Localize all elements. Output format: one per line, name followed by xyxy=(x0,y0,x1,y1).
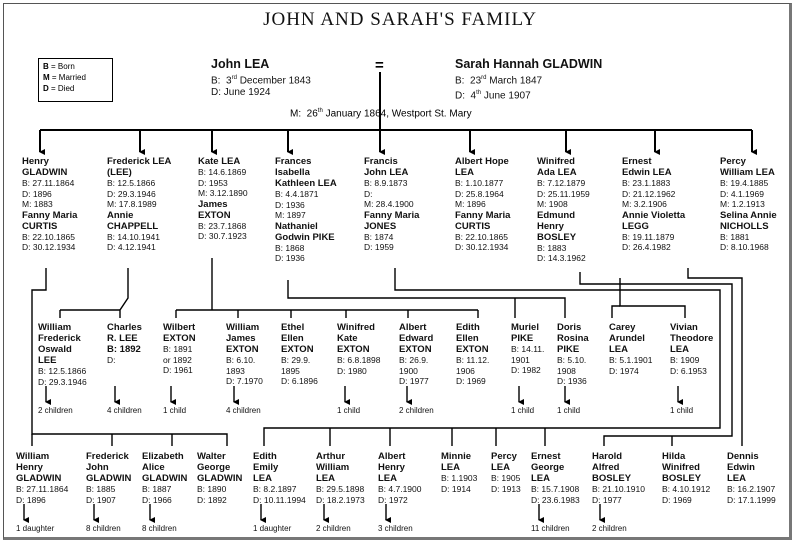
person-name-line: LEA xyxy=(316,473,335,484)
descendant-count: 1 child xyxy=(511,406,535,415)
person-name-line: Frederick LEA xyxy=(107,156,172,167)
descendant-count: 2 children xyxy=(316,524,351,533)
person-name-line: Harold xyxy=(592,451,623,462)
person-name-line: GLADWIN xyxy=(142,473,188,484)
grandchild-card xyxy=(38,322,87,387)
person-detail-line: D: 8.10.1968 xyxy=(720,242,769,253)
person-name-line: Frederick xyxy=(86,451,129,462)
person-detail-line: M: 3.12.1890 xyxy=(198,188,248,199)
person-name-line: Ellen xyxy=(456,333,479,344)
person-name-line: NICHOLLS xyxy=(720,220,769,232)
person-detail-line: B: 1887 xyxy=(142,484,172,494)
person-detail-line: D: 1969 xyxy=(456,376,486,387)
person-detail-line: D: 30.7.1923 xyxy=(198,231,247,242)
person-detail-line: B: 14.6.1869 xyxy=(198,167,247,177)
child-card xyxy=(537,156,590,264)
grandchild-card xyxy=(399,322,433,387)
person-name-line: Elizabeth xyxy=(142,451,184,462)
person-name-line: Muriel xyxy=(511,322,539,333)
grandchild-card xyxy=(337,322,380,376)
person-name-line: Arthur xyxy=(316,451,346,462)
person-detail-line: D: 25.11.1959 xyxy=(537,188,590,199)
person-name-line: CURTIS xyxy=(455,220,491,232)
person-name-line: Francis xyxy=(364,156,398,167)
person-name-line: BOSLEY xyxy=(537,231,577,243)
person-detail-line: B: 23.1.1883 xyxy=(622,178,671,188)
person-detail-line: B: 6.8.1898 xyxy=(337,355,381,365)
person-name-line: Henry xyxy=(537,220,564,232)
person-detail-line: D: 1982 xyxy=(511,365,541,376)
person-name-line: PIKE xyxy=(557,344,580,355)
person-name-line: John LEA xyxy=(364,167,409,178)
page-title: JOHN AND SARAH'S FAMILY xyxy=(263,9,537,30)
grandchild-card xyxy=(16,451,68,505)
person-name-line: Edwin LEA xyxy=(622,167,672,178)
person-detail-line: D: 30.12.1934 xyxy=(22,242,76,253)
person-detail-line: B: 29.9. xyxy=(281,355,311,365)
person-name-line: Percy xyxy=(491,451,517,462)
person-detail-line: 1901 xyxy=(511,354,530,365)
person-name-line: Henry xyxy=(378,462,405,473)
person-name-line: GLADWIN xyxy=(86,473,132,484)
grandchild-card xyxy=(557,322,589,387)
person-name-line: Edward xyxy=(399,333,434,344)
person-name-line: Isabella xyxy=(275,167,310,178)
person-detail-line: M: 1883 xyxy=(22,199,53,210)
grandchild-card xyxy=(378,451,421,505)
grandchild-card xyxy=(531,451,580,505)
person-detail-line: D: 1969 xyxy=(662,494,692,505)
person-detail-line: D: 1936 xyxy=(275,199,305,210)
person-detail-line: D: 17.1.1999 xyxy=(727,494,776,505)
person-name-line: LEA xyxy=(253,473,272,484)
person-name-line: LEA xyxy=(378,473,397,484)
person-name-line: Annie Violetta xyxy=(622,209,686,221)
person-name-line: LEA xyxy=(670,344,689,355)
descendant-count: 8 children xyxy=(142,524,177,533)
descendant-count: 11 children xyxy=(531,524,570,533)
grandchild-card xyxy=(253,451,306,505)
person-name-line: Arundel xyxy=(609,333,645,344)
person-detail-line: D: 1896 xyxy=(22,188,52,199)
person-detail-line: B: 1881 xyxy=(720,231,750,242)
person-detail-line: B: 12.5.1866 xyxy=(107,178,156,188)
person-name-line: LEA xyxy=(455,167,474,178)
descendant-count: 2 children xyxy=(592,524,627,533)
person-detail-line: M: 1897 xyxy=(275,210,306,221)
grandchild-card xyxy=(727,451,776,505)
person-name-line: LEA xyxy=(531,473,550,484)
person-name-line: Dennis xyxy=(727,451,759,462)
person-detail-line: D: 1977 xyxy=(399,376,429,387)
person-detail-line: B: 12.5.1866 xyxy=(38,366,87,376)
person-detail-line: B: 8.2.1897 xyxy=(253,484,297,494)
person-detail-line: M: 3.2.1906 xyxy=(622,199,667,210)
person-name-line: Henry xyxy=(22,156,49,167)
person-detail-line: D: 1907 xyxy=(86,494,116,505)
person-detail-line: 1908 xyxy=(557,365,576,376)
person-detail-line: B: 1874 xyxy=(364,231,394,242)
descendant-count: 2 children xyxy=(399,406,434,415)
person-name-line: JONES xyxy=(364,220,397,232)
grandchild-card xyxy=(511,322,544,376)
person-detail-line: B: 23.7.1868 xyxy=(198,220,247,231)
person-name-line: BOSLEY xyxy=(662,473,702,484)
person-name-line: EXTON xyxy=(198,209,231,221)
person-name-line: Edith xyxy=(456,322,480,333)
grandchild-card xyxy=(609,322,652,376)
descendant-count: 4 children xyxy=(107,406,142,415)
person-detail-line: B: 14.11. xyxy=(511,344,545,354)
person-detail-line: B: 27.11.1864 xyxy=(22,178,75,188)
person-name-line: James xyxy=(198,198,228,210)
person-name-line: LEA xyxy=(727,473,746,484)
person-name-line: LEE xyxy=(38,355,57,366)
person-name-line: Fanny Maria xyxy=(364,209,420,221)
child-card xyxy=(455,156,510,253)
person-detail-line: D: 26.4.1982 xyxy=(622,242,671,253)
person-name-line: Kate LEA xyxy=(198,156,241,167)
person-name-line: EXTON xyxy=(226,344,259,355)
person-detail-line: D: 1977 xyxy=(592,494,622,505)
descendant-count: 1 daughter xyxy=(253,524,292,533)
person-name-line: Doris xyxy=(557,322,582,333)
person-detail-line: or 1892 xyxy=(163,354,192,365)
parent-name: Sarah Hannah GLADWIN xyxy=(455,57,603,71)
person-name-line: LEA xyxy=(491,462,510,473)
person-name-line: Henry xyxy=(16,462,43,473)
child-card xyxy=(364,156,419,253)
person-detail-line: D: 1980 xyxy=(337,365,367,376)
descendant-count: 1 child xyxy=(557,406,581,415)
person-detail-line: D: 6.1896 xyxy=(281,376,318,387)
person-name-line: R. LEE xyxy=(107,333,138,344)
person-name-line: William LEA xyxy=(720,167,775,178)
person-name-line: William xyxy=(316,462,350,473)
parent-born: B: 23rd March 1847 xyxy=(455,75,543,87)
legend-died: D = Died xyxy=(43,84,75,93)
person-name-line: GLADWIN xyxy=(197,473,243,484)
person-detail-line: M: 17.8.1989 xyxy=(107,199,157,210)
person-name-line: Fanny Maria xyxy=(455,209,511,221)
person-name-line: Ernest xyxy=(622,156,652,167)
person-name-line: CHAPPELL xyxy=(107,220,159,232)
person-name-line: Albert xyxy=(378,451,406,462)
grandchild-card xyxy=(662,451,710,505)
person-name-line: PIKE xyxy=(511,333,534,344)
person-name-line: George xyxy=(197,462,231,473)
person-detail-line: 1900 xyxy=(399,365,418,376)
person-detail-line: D: 1961 xyxy=(163,365,193,376)
person-name-line: GLADWIN xyxy=(16,473,62,484)
grandchild-card xyxy=(491,451,521,494)
grandchild-card xyxy=(163,322,196,376)
descendant-count: 1 child xyxy=(163,406,187,415)
person-detail-line: D: 6.1953 xyxy=(670,365,707,376)
person-name-line: Albert xyxy=(399,322,427,333)
person-detail-line: B: 1885 xyxy=(86,484,116,494)
person-name-line: Walter xyxy=(197,451,226,462)
person-detail-line: B: 21.10.1910 xyxy=(592,484,645,494)
person-detail-line: D: 21.12.1962 xyxy=(622,188,676,199)
person-name-line: William xyxy=(16,451,50,462)
child-card xyxy=(622,156,685,253)
descendant-count: 1 daughter xyxy=(16,524,55,533)
grandchild-card xyxy=(142,451,187,505)
person-detail-line: 1906 xyxy=(456,365,475,376)
person-name-line: Edith xyxy=(253,451,277,462)
person-name-line: Edwin xyxy=(727,462,755,473)
person-detail-line: D: 1892 xyxy=(197,494,227,505)
person-name-line: CURTIS xyxy=(22,220,58,232)
person-name-line: EXTON xyxy=(399,344,432,355)
person-name-line: Ellen xyxy=(281,333,304,344)
person-detail-line: B: 4.10.1912 xyxy=(662,484,711,494)
child-card xyxy=(22,156,77,253)
person-name-line: Winifred xyxy=(537,156,575,167)
person-name-line: Ada LEA xyxy=(537,167,577,178)
person-name-line: Frederick xyxy=(38,333,81,344)
person-name-line: William xyxy=(38,322,72,333)
person-name-line: Ernest xyxy=(531,451,561,462)
person-detail-line: B: 1.1903 xyxy=(441,473,478,483)
child-card xyxy=(107,156,171,253)
grandchild-card xyxy=(197,451,242,505)
person-name-line: Minnie xyxy=(441,451,472,462)
person-detail-line: B: 26.9. xyxy=(399,355,429,365)
grandchild-card xyxy=(316,451,365,505)
marriage-equals-sign: = xyxy=(375,57,384,74)
person-detail-line: B: 1905 xyxy=(491,473,521,483)
person-name-line: John xyxy=(86,462,109,473)
descendant-count: 4 children xyxy=(226,406,261,415)
person-name-line: EXTON xyxy=(456,344,489,355)
descendant-count: 1 child xyxy=(337,406,361,415)
person-detail-line: D: 7.1970 xyxy=(226,376,263,387)
person-detail-line: B: 5.10. xyxy=(557,355,587,365)
person-name-line: Frances xyxy=(275,156,312,167)
descendant-count: 8 children xyxy=(86,524,121,533)
person-detail-line: B: 1.10.1877 xyxy=(455,178,504,188)
parent-died: D: June 1924 xyxy=(211,87,271,99)
person-detail-line: B: 1868 xyxy=(275,242,305,253)
person-name-line: EXTON xyxy=(281,344,314,355)
child-card xyxy=(198,156,248,242)
person-name-line: Charles xyxy=(107,322,142,333)
parent-died: D: 4th June 1907 xyxy=(455,90,531,102)
person-detail-line: D: 1914 xyxy=(441,483,471,494)
person-name-line: LEGG xyxy=(622,220,649,232)
marriage-record: M: 26th January 1864, Westport St. Mary xyxy=(290,108,472,120)
person-detail-line: B: 4.7.1900 xyxy=(378,484,422,494)
person-detail-line: D: 1953 xyxy=(198,177,228,188)
person-name-line: Oswald xyxy=(38,344,72,355)
person-detail-line: B: 5.1.1901 xyxy=(609,355,653,365)
person-name-line: Nathaniel xyxy=(275,220,318,232)
person-detail-line: B: 14.10.1941 xyxy=(107,231,160,242)
person-name-line: Alice xyxy=(142,462,165,473)
person-detail-line: D: 1936 xyxy=(275,253,305,264)
person-name-line: GLADWIN xyxy=(22,167,68,178)
person-detail-line: M: 1.2.1913 xyxy=(720,199,765,210)
descendant-count: 3 children xyxy=(378,524,413,533)
person-name-line: William xyxy=(226,322,260,333)
grandchild-card xyxy=(281,322,318,387)
person-name-line: Alfred xyxy=(592,462,620,473)
person-detail-line: B: 27.11.1864 xyxy=(16,484,69,494)
grandchild-card xyxy=(670,322,713,376)
grandchild-card xyxy=(441,451,477,494)
person-detail-line: D: 4.12.1941 xyxy=(107,242,156,253)
person-detail-line: B: 6.10. xyxy=(226,355,256,365)
person-detail-line: D: xyxy=(364,188,373,199)
person-detail-line: 1895 xyxy=(281,365,300,376)
grandchild-card xyxy=(592,451,645,505)
person-name-line: EXTON xyxy=(163,333,196,344)
person-detail-line: D: 25.8.1964 xyxy=(455,188,504,199)
grandchild-card xyxy=(456,322,489,387)
person-name-line: Albert Hope xyxy=(455,156,509,167)
person-name-line: Godwin PIKE xyxy=(275,231,335,243)
person-detail-line: B: 8.9.1873 xyxy=(364,178,408,188)
person-detail-line: D: xyxy=(107,355,116,365)
person-detail-line: M: 28.4.1900 xyxy=(364,199,414,210)
person-detail-line: D: 30.12.1934 xyxy=(455,242,509,253)
person-detail-line: B: 15.7.1908 xyxy=(531,484,580,494)
person-name-line: Theodore xyxy=(670,333,714,344)
person-detail-line: D: 1966 xyxy=(142,494,172,505)
person-detail-line: B: 19.4.1885 xyxy=(720,178,769,188)
person-name-line: Hilda xyxy=(662,451,686,462)
person-detail-line: D: 1896 xyxy=(16,494,46,505)
grandchild-card xyxy=(86,451,131,505)
parent-born: B: 3rd December 1843 xyxy=(211,75,311,87)
person-detail-line: D: 1959 xyxy=(364,242,394,253)
person-name-line: Winifred xyxy=(337,322,375,333)
parent-name: John LEA xyxy=(211,57,270,71)
person-name-line: Kate xyxy=(337,333,358,344)
person-name-line: Ethel xyxy=(281,322,305,333)
person-detail-line: M: 1908 xyxy=(537,199,568,210)
person-detail-line: B: 22.10.1865 xyxy=(455,231,508,242)
person-detail-line: B: 11.12. xyxy=(456,355,490,365)
person-detail-line: B: 4.4.1871 xyxy=(275,189,319,199)
person-detail-line: B: 22.10.1865 xyxy=(22,231,75,242)
person-name-line: Rosina xyxy=(557,333,589,344)
child-card xyxy=(275,156,337,264)
person-detail-line: B: 1909 xyxy=(670,355,700,365)
person-detail-line: D: 10.11.1994 xyxy=(253,494,306,505)
person-detail-line: M: 1896 xyxy=(455,199,486,210)
person-name-line: James xyxy=(226,333,256,344)
person-name-line: Annie xyxy=(107,209,134,221)
legend-born: B = Born xyxy=(43,62,75,71)
person-detail-line: D: 14.3.1962 xyxy=(537,253,586,264)
person-detail-line: B: 7.12.1879 xyxy=(537,178,586,188)
person-detail-line: D: 1974 xyxy=(609,365,639,376)
person-name-line: BOSLEY xyxy=(592,473,632,484)
person-name-line: LEA xyxy=(609,344,628,355)
grandchild-card xyxy=(226,322,263,387)
person-name-line: Carey xyxy=(609,322,636,333)
person-detail-line: D: 29.3.1946 xyxy=(107,188,156,199)
person-detail-line: B: 19.11.1879 xyxy=(622,231,675,242)
person-detail-line: D: 1913 xyxy=(491,483,521,494)
person-name-line: Emily xyxy=(253,462,279,473)
grandchild-card xyxy=(107,322,142,366)
person-detail-line: D: 1936 xyxy=(557,376,587,387)
person-name-line: Winifred xyxy=(662,462,700,473)
person-detail-line: D: 29.3.1946 xyxy=(38,376,87,387)
person-name-line: EXTON xyxy=(337,344,370,355)
person-detail-line: B: 1891 xyxy=(163,344,193,354)
descendant-count: 1 child xyxy=(670,406,694,415)
person-name-line: Fanny Maria xyxy=(22,209,78,221)
legend-married: M = Married xyxy=(43,73,86,82)
person-detail-line: B: 1883 xyxy=(537,242,567,253)
person-name-line: Edmund xyxy=(537,209,575,221)
person-detail-line: B: 1890 xyxy=(197,484,227,494)
person-detail-line: D: 1972 xyxy=(378,494,408,505)
person-detail-line: B: 16.2.1907 xyxy=(727,484,776,494)
person-detail-line: 1893 xyxy=(226,365,245,376)
person-name-line: Selina Annie xyxy=(720,209,777,221)
person-name-line: Percy xyxy=(720,156,746,167)
descendant-count: 2 children xyxy=(38,406,73,415)
child-card xyxy=(720,156,777,253)
person-name-line: Kathleen LEA xyxy=(275,178,337,189)
person-name-line: LEA xyxy=(441,462,460,473)
person-detail-line: D: 4.1.1969 xyxy=(720,188,764,199)
person-name-line: Wilbert xyxy=(163,322,196,333)
person-name-line: George xyxy=(531,462,565,473)
person-detail-line: D: 18.2.1973 xyxy=(316,494,365,505)
person-detail-line: D: 23.6.1983 xyxy=(531,494,580,505)
person-name-line: Vivian xyxy=(670,322,698,333)
person-name-line: (LEE) xyxy=(107,167,132,178)
person-detail-line: B: 29.5.1898 xyxy=(316,484,365,494)
person-name-line: B: 1892 xyxy=(107,344,141,355)
